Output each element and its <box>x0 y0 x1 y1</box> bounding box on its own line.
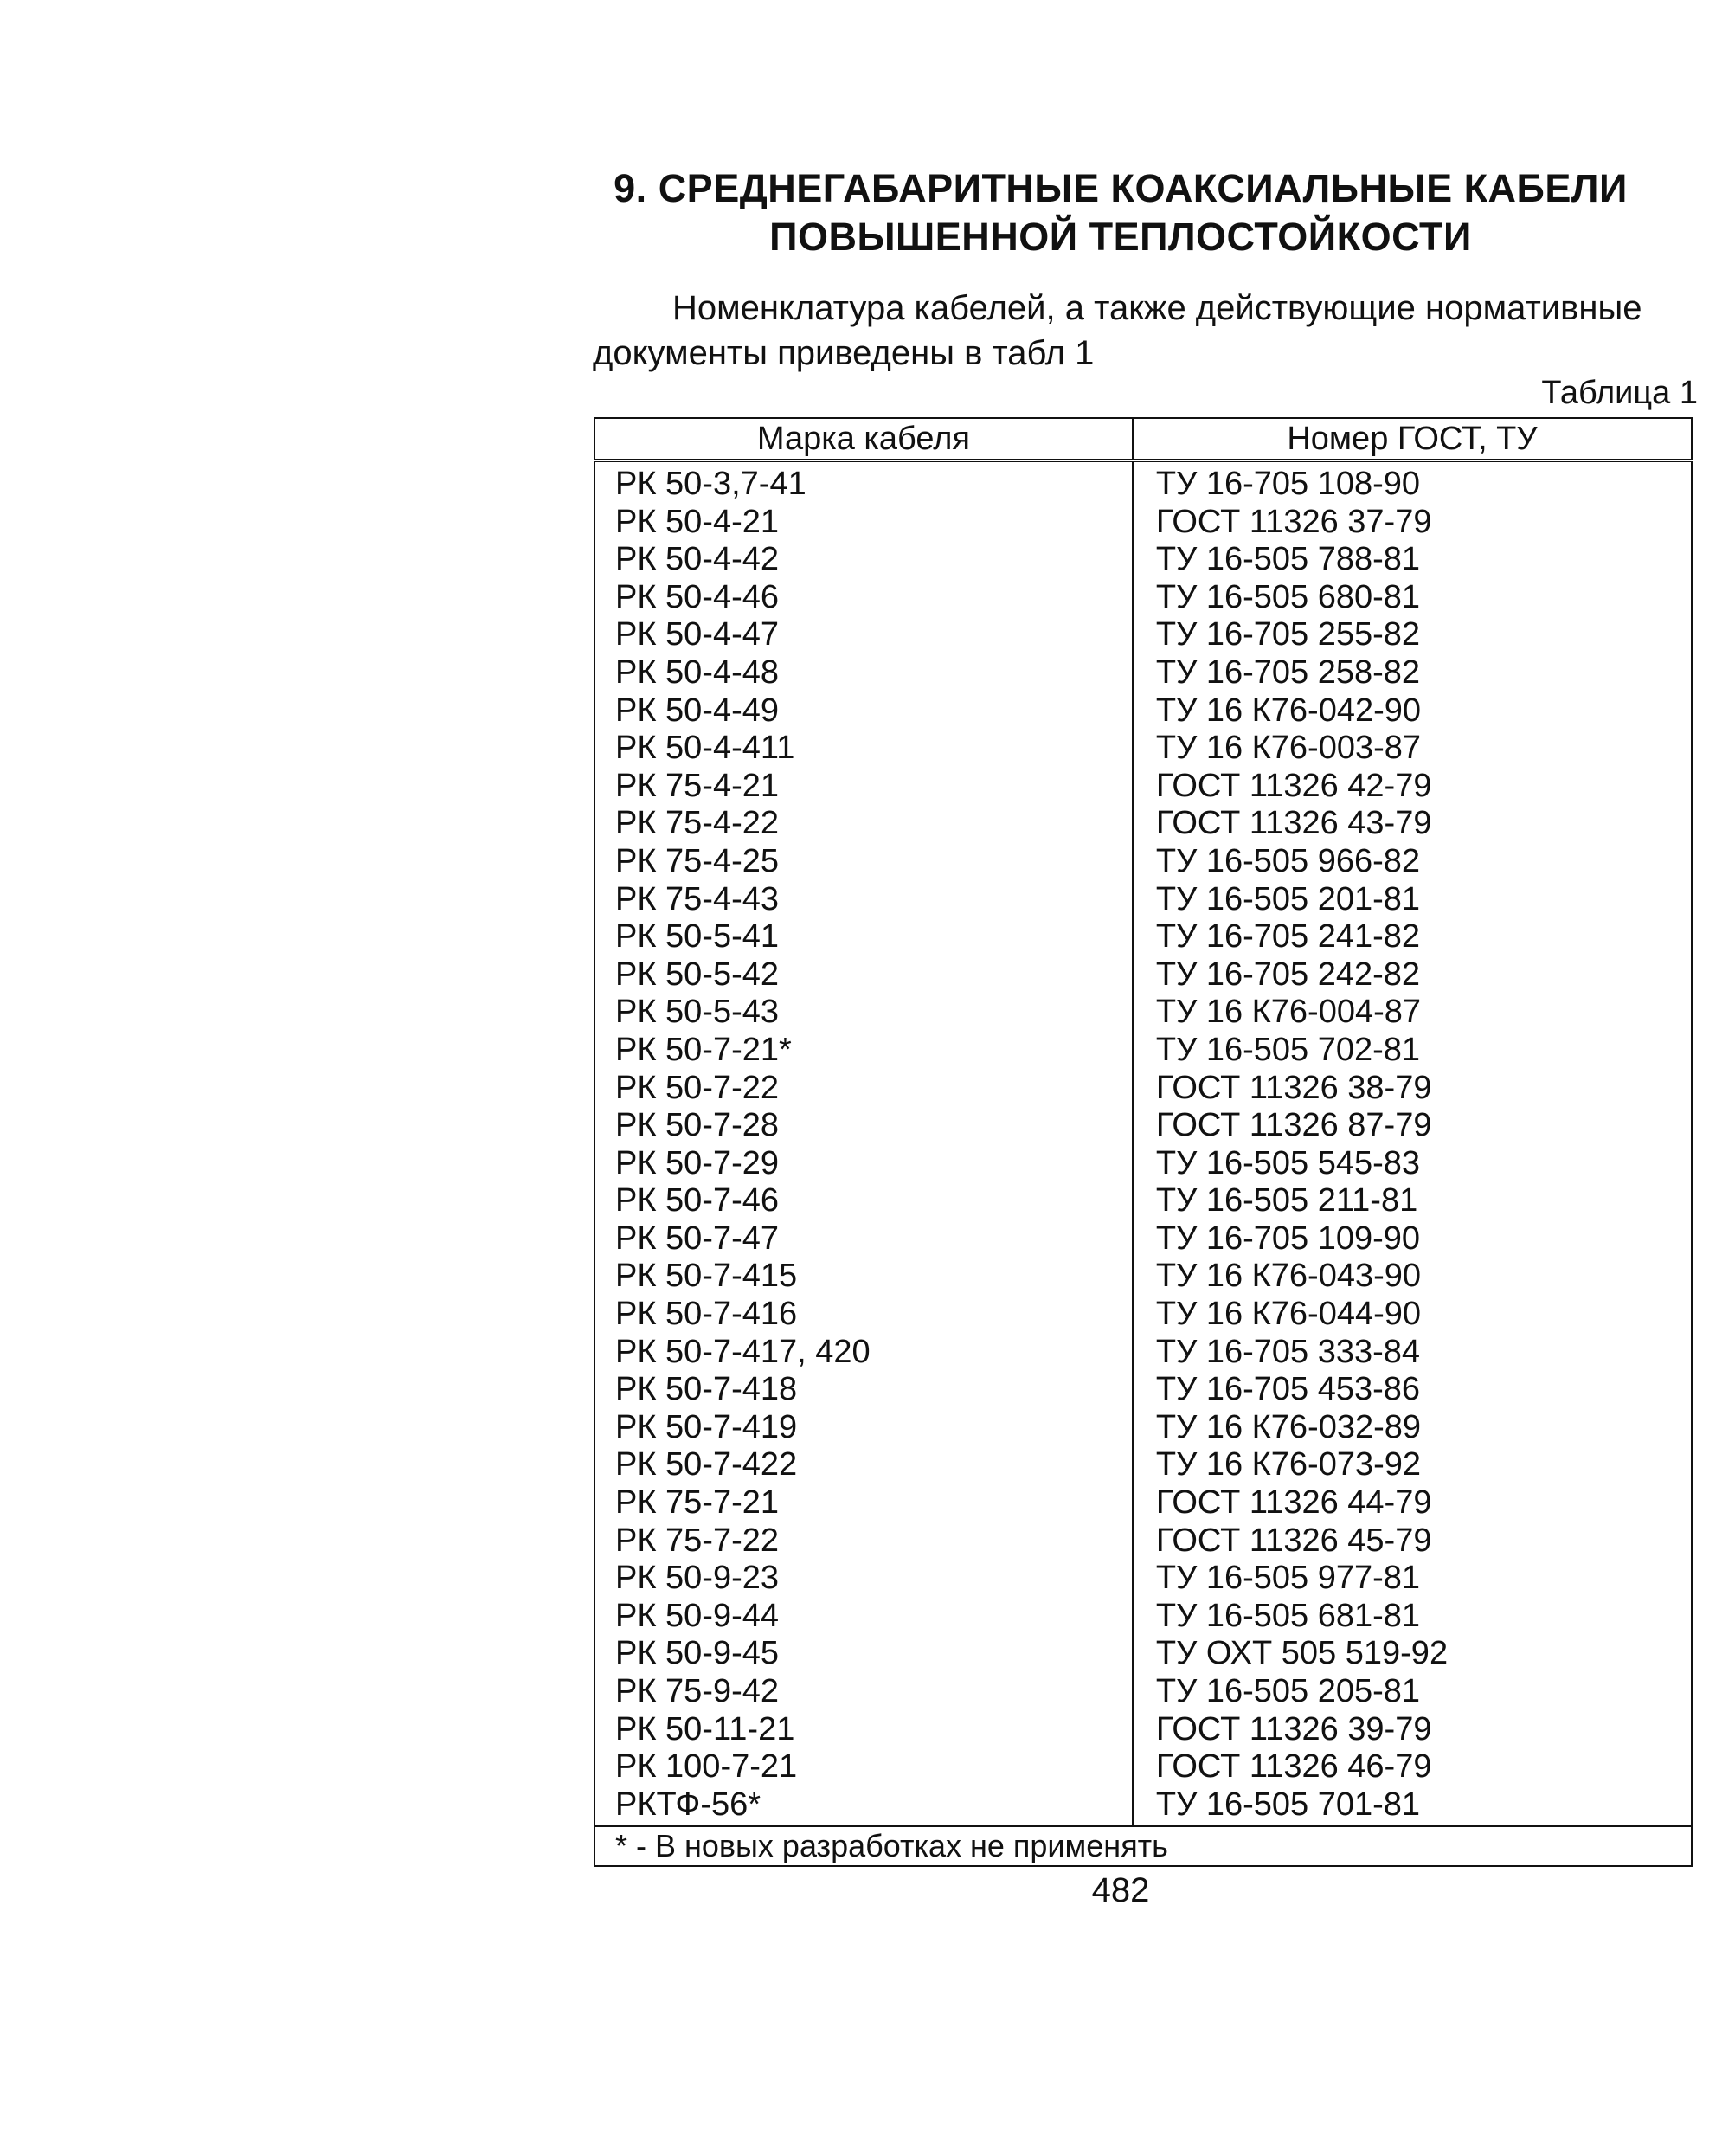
standard-number-cell: ТУ 16-505 966-82 <box>1155 842 1421 879</box>
table-row <box>594 579 1692 617</box>
table-caption: Таблица 1 <box>1541 375 1698 411</box>
standard-number-cell: ТУ 16 К76-042-90 <box>1155 692 1422 729</box>
table-row <box>594 1560 1692 1598</box>
standard-number-cell: ГОСТ 11326 43-79 <box>1155 805 1432 842</box>
standard-number-cell: ГОСТ 11326 45-79 <box>1155 1522 1432 1559</box>
cable-brand-cell: РК 50-4-46 <box>594 579 1133 617</box>
standard-number-cell: ГОСТ 11326 39-79 <box>1155 1710 1432 1747</box>
intro-line-1: Номенклатура кабелей, а также действующие нормативные <box>672 289 1642 327</box>
table-row <box>594 1334 1692 1372</box>
table-row <box>594 654 1692 692</box>
cable-brand-cell: РК 50-4-48 <box>594 654 1133 692</box>
table-row <box>594 692 1692 730</box>
cable-brand-cell: РК 50-4-42 <box>594 541 1133 579</box>
standard-number-cell: ТУ 16-705 242-82 <box>1155 956 1421 993</box>
standard-number-cell: ТУ 16 К76-004-87 <box>1155 994 1422 1031</box>
cable-brand-cell: РК 50-7-417, 420 <box>594 1334 1133 1372</box>
standard-number-cell: ТУ 16-705 108-90 <box>1155 466 1421 502</box>
table-row <box>594 768 1692 806</box>
table-footnote-row <box>594 1826 1692 1866</box>
cable-brand-cell: РК 75-4-25 <box>594 843 1133 881</box>
standard-number-cell: ТУ 16-705 241-82 <box>1155 918 1421 956</box>
standard-number-cell: ТУ 16-505 680-81 <box>1155 578 1421 615</box>
standard-number-cell: ТУ 16 К76-032-89 <box>1155 1408 1422 1445</box>
intro-line-2: документы приведены в табл 1 <box>593 334 1095 372</box>
standard-number-cell: ТУ 16-505 788-81 <box>1155 541 1421 578</box>
cable-brand-cell: РКТФ-56* <box>594 1786 1133 1827</box>
table-row <box>594 504 1692 542</box>
table-row <box>594 1145 1692 1183</box>
table-row <box>594 994 1692 1032</box>
cable-brand-cell: РК 50-4-47 <box>594 616 1133 654</box>
page-number: 482 <box>1091 1871 1150 1909</box>
standard-number-cell: ТУ 16-505 977-81 <box>1155 1560 1421 1597</box>
table-row <box>594 616 1692 654</box>
cable-brand-cell: РК 50-4-411 <box>594 730 1133 768</box>
cable-brand-cell: РК 50-7-422 <box>594 1446 1133 1484</box>
cable-brand-cell: РК 50-7-418 <box>594 1371 1133 1409</box>
standard-number-cell: ТУ 16 К76-073-92 <box>1155 1446 1422 1483</box>
table-row <box>594 1296 1692 1334</box>
table-row <box>594 1484 1692 1522</box>
header-cable-brand: Марка кабеля <box>594 418 1133 460</box>
table-row <box>594 1598 1692 1636</box>
cable-brand-cell: РК 50-9-44 <box>594 1598 1133 1636</box>
header-standard-number: Номер ГОСТ, ТУ <box>1133 418 1692 460</box>
cable-brand-cell: РК 75-4-21 <box>594 768 1133 806</box>
table-row <box>594 1182 1692 1220</box>
table-row <box>594 805 1692 843</box>
cable-brand-cell: РК 50-7-28 <box>594 1107 1133 1145</box>
table-row <box>594 1711 1692 1749</box>
table-row <box>594 1786 1692 1827</box>
section-heading <box>597 164 1644 261</box>
standard-number-cell: ТУ ОХТ 505 519-92 <box>1155 1635 1449 1672</box>
standard-number-cell: ТУ 16-505 681-81 <box>1155 1597 1421 1634</box>
table-row <box>594 1446 1692 1484</box>
section-heading-line-1: 9. СРЕДНЕГАБАРИТНЫЕ КОАКСИАЛЬНЫЕ КАБЕЛИ <box>614 166 1628 210</box>
cable-brand-cell: РК 50-5-41 <box>594 918 1133 956</box>
table-footnote: * - В новых разработках не применять <box>594 1826 1692 1866</box>
table-row <box>594 541 1692 579</box>
cable-brand-cell: РК 50-7-22 <box>594 1070 1133 1108</box>
standard-number-cell: ГОСТ 11326 37-79 <box>1155 503 1432 540</box>
table-row <box>594 1409 1692 1447</box>
cable-brand-cell: РК 50-9-45 <box>594 1635 1133 1673</box>
cable-brand-cell: РК 75-4-43 <box>594 881 1133 919</box>
standard-number-cell: ТУ 16-505 211-81 <box>1155 1182 1418 1220</box>
table-row <box>594 1107 1692 1145</box>
cable-brand-cell: РК 50-7-21* <box>594 1032 1133 1070</box>
table-row <box>594 1635 1692 1673</box>
table-row <box>594 460 1692 504</box>
standard-number-cell: ГОСТ 11326 87-79 <box>1155 1107 1432 1144</box>
table-header-row <box>594 418 1692 460</box>
table-row <box>594 1032 1692 1070</box>
standard-number-cell: ТУ 16-705 255-82 <box>1155 616 1421 653</box>
cable-brand-cell: РК 50-11-21 <box>594 1711 1133 1749</box>
table-row <box>594 918 1692 956</box>
table-row <box>594 1371 1692 1409</box>
table-row <box>594 1522 1692 1561</box>
table-row <box>594 843 1692 881</box>
cable-brand-cell: РК 50-7-419 <box>594 1409 1133 1447</box>
standard-number-cell: ТУ 16-705 258-82 <box>1155 653 1421 691</box>
table-row <box>594 1220 1692 1258</box>
cable-brand-cell: РК 50-7-415 <box>594 1258 1133 1296</box>
cable-brand-cell: РК 50-4-49 <box>594 692 1133 730</box>
cable-brand-cell: РК 50-7-29 <box>594 1145 1133 1183</box>
standard-number-cell: ТУ 16 К76-044-90 <box>1155 1296 1422 1333</box>
cable-table <box>594 417 1693 1867</box>
table-row <box>594 1258 1692 1296</box>
cable-brand-cell: РК 50-5-43 <box>594 994 1133 1032</box>
table-row <box>594 730 1692 768</box>
table-row <box>594 1070 1692 1108</box>
standard-number-cell: ТУ 16-705 333-84 <box>1155 1333 1421 1370</box>
cable-brand-cell: РК 50-7-47 <box>594 1220 1133 1258</box>
cable-brand-cell: РК 50-4-21 <box>594 504 1133 542</box>
intro-paragraph <box>593 286 1700 376</box>
standard-number-cell: ТУ 16-505 545-83 <box>1155 1144 1421 1181</box>
cable-brand-cell: РК 75-4-22 <box>594 805 1133 843</box>
cable-brand-cell: РК 50-7-416 <box>594 1296 1133 1334</box>
table-row <box>594 956 1692 994</box>
table-row <box>594 1673 1692 1711</box>
cable-brand-cell: РК 75-9-42 <box>594 1673 1133 1711</box>
cable-brand-cell: РК 50-5-42 <box>594 956 1133 994</box>
standard-number-cell: ТУ 16-705 109-90 <box>1155 1220 1421 1257</box>
standard-number-cell: ТУ 16 К76-043-90 <box>1155 1258 1422 1295</box>
standard-number-cell: ГОСТ 11326 42-79 <box>1155 767 1432 804</box>
standard-number-cell: ТУ 16 К76-003-87 <box>1155 730 1422 767</box>
standard-number-cell: ГОСТ 11326 46-79 <box>1155 1748 1432 1786</box>
table-row <box>594 881 1692 919</box>
standard-number-cell: ТУ 16-505 701-81 <box>1155 1786 1421 1823</box>
standard-number-cell: ТУ 16-505 702-81 <box>1155 1031 1421 1068</box>
standard-number-cell: ТУ 16-505 205-81 <box>1155 1673 1421 1709</box>
cable-brand-cell: РК 50-3,7-41 <box>594 460 1133 504</box>
cable-brand-cell: РК 75-7-21 <box>594 1484 1133 1522</box>
cable-brand-cell: РК 100-7-21 <box>594 1748 1133 1786</box>
standard-number-cell: ГОСТ 11326 38-79 <box>1155 1069 1432 1106</box>
cable-brand-cell: РК 50-7-46 <box>594 1182 1133 1220</box>
standard-number-cell: ТУ 16-705 453-86 <box>1155 1371 1421 1408</box>
cable-brand-cell: РК 50-9-23 <box>594 1560 1133 1598</box>
standard-number-cell: ТУ 16-505 201-81 <box>1155 880 1421 917</box>
table-body <box>594 460 1692 1826</box>
section-heading-line-2: ПОВЫШЕННОЙ ТЕПЛОСТОЙКОСТИ <box>769 215 1472 259</box>
table-row <box>594 1748 1692 1786</box>
standard-number-cell: ГОСТ 11326 44-79 <box>1155 1484 1432 1522</box>
cable-brand-cell: РК 75-7-22 <box>594 1522 1133 1561</box>
